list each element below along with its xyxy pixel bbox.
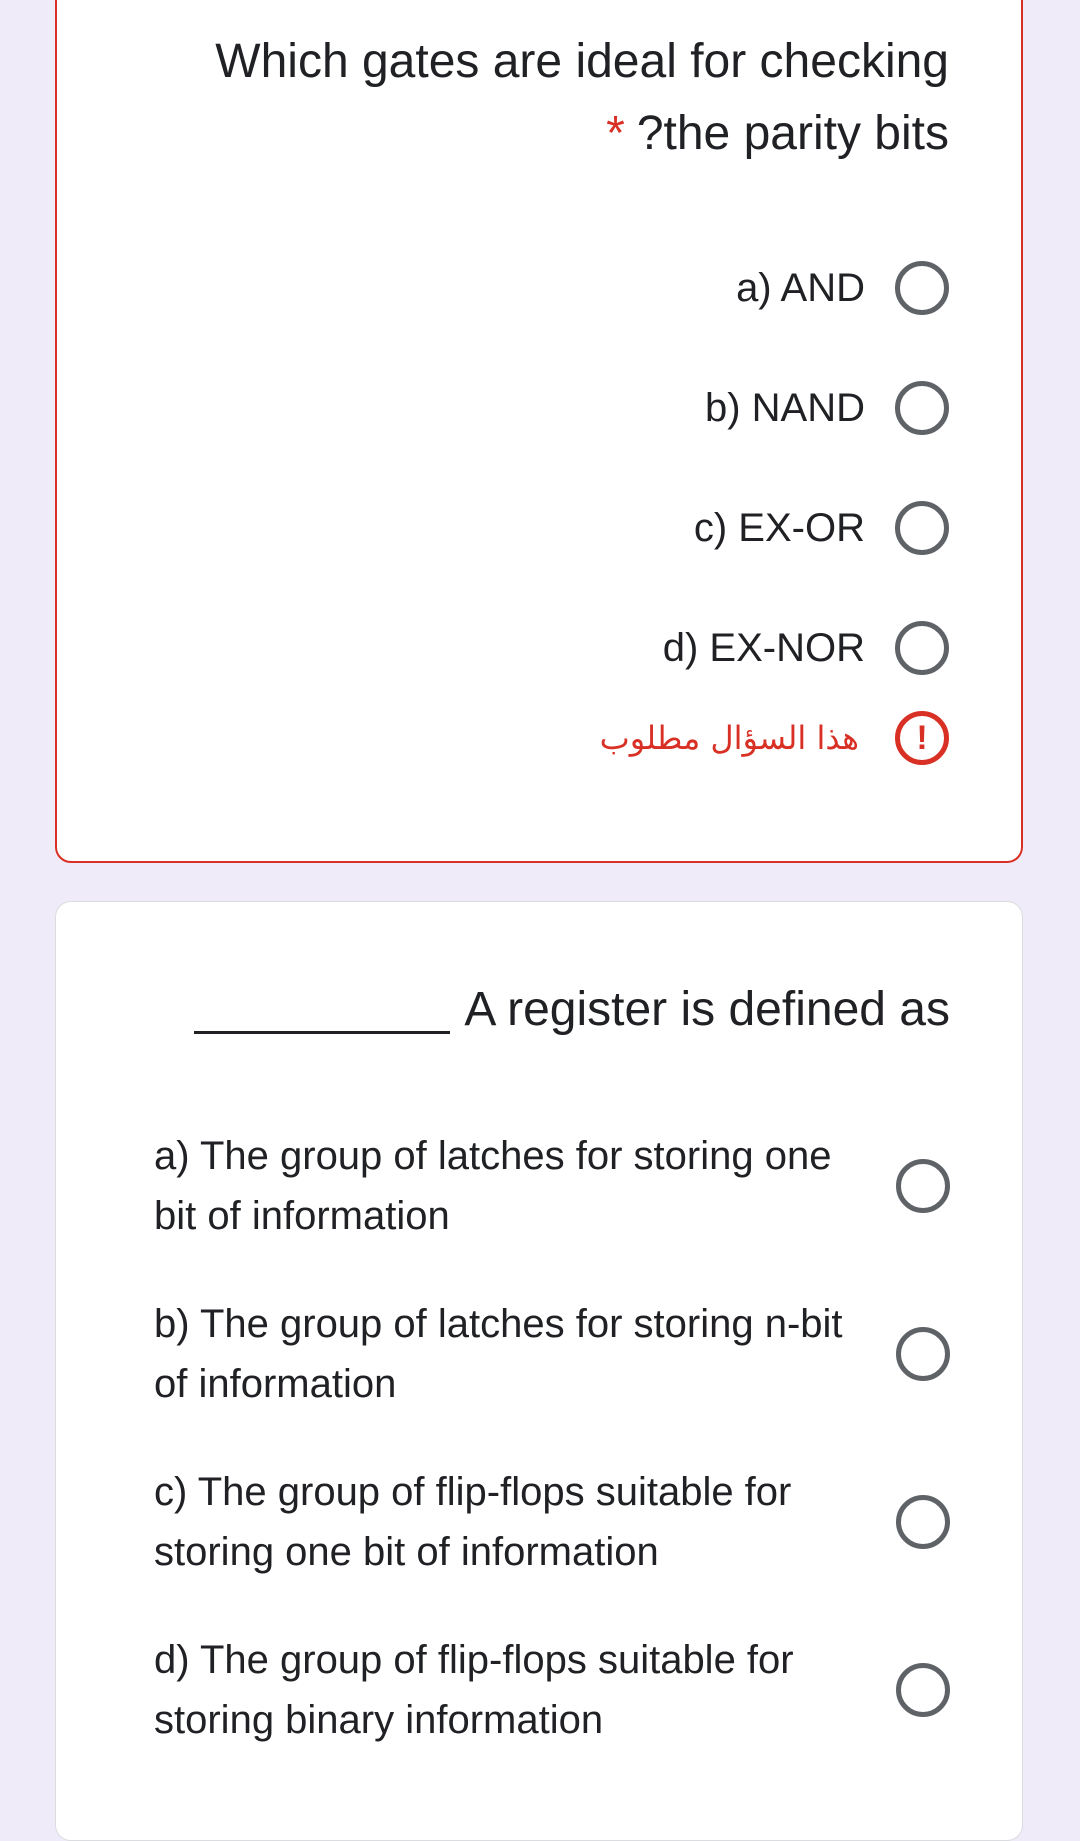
option-label: b) NAND [704,385,865,430]
option-c-ex-or[interactable] [694,498,949,558]
required-error-message [600,710,949,766]
radio-button[interactable] [896,1159,950,1213]
option-a-and[interactable] [736,258,949,318]
option-label: a) The group of latches for storing one bit of information [154,1134,832,1238]
radio-button[interactable] [896,1663,950,1717]
option-b-latches-n-bit[interactable] [154,1294,950,1414]
fill-in-blank-line [194,1031,450,1034]
question-title [194,974,950,1046]
option-label: d) The group of flip-flops suitable for storing binary information [154,1638,794,1742]
option-a-latches-one-bit[interactable] [154,1126,950,1246]
question-title-line1: Which gates are ideal for checking [215,35,949,88]
radio-button[interactable] [895,621,949,675]
question-title [129,26,949,170]
exclamation-icon: ! [895,711,949,765]
option-label: c) EX-OR [693,505,865,550]
option-d-ex-nor[interactable] [663,618,949,678]
question-card-parity [55,0,1023,863]
question-card-register [55,901,1023,1841]
radio-button[interactable] [895,261,949,315]
radio-button[interactable] [896,1327,950,1381]
radio-button[interactable] [896,1495,950,1549]
option-label: b) The group of latches for storing n-bit of information [154,1302,843,1406]
option-label: c) The group of flip-flops suitable for storing one bit of information [154,1470,792,1574]
option-label: d) EX-NOR [662,625,865,670]
question-title-text: A register is defined as [464,983,950,1036]
error-text: هذا السؤال مطلوب [599,719,859,757]
radio-button[interactable] [895,501,949,555]
option-b-nand[interactable] [705,378,949,438]
option-d-flipflops-binary[interactable] [154,1630,950,1750]
required-asterisk: * [606,107,625,160]
option-label: a) AND [736,265,865,310]
option-c-flipflops-one-bit[interactable] [154,1462,950,1582]
question-title-line2: ?the parity bits [636,107,949,160]
radio-button[interactable] [895,381,949,435]
